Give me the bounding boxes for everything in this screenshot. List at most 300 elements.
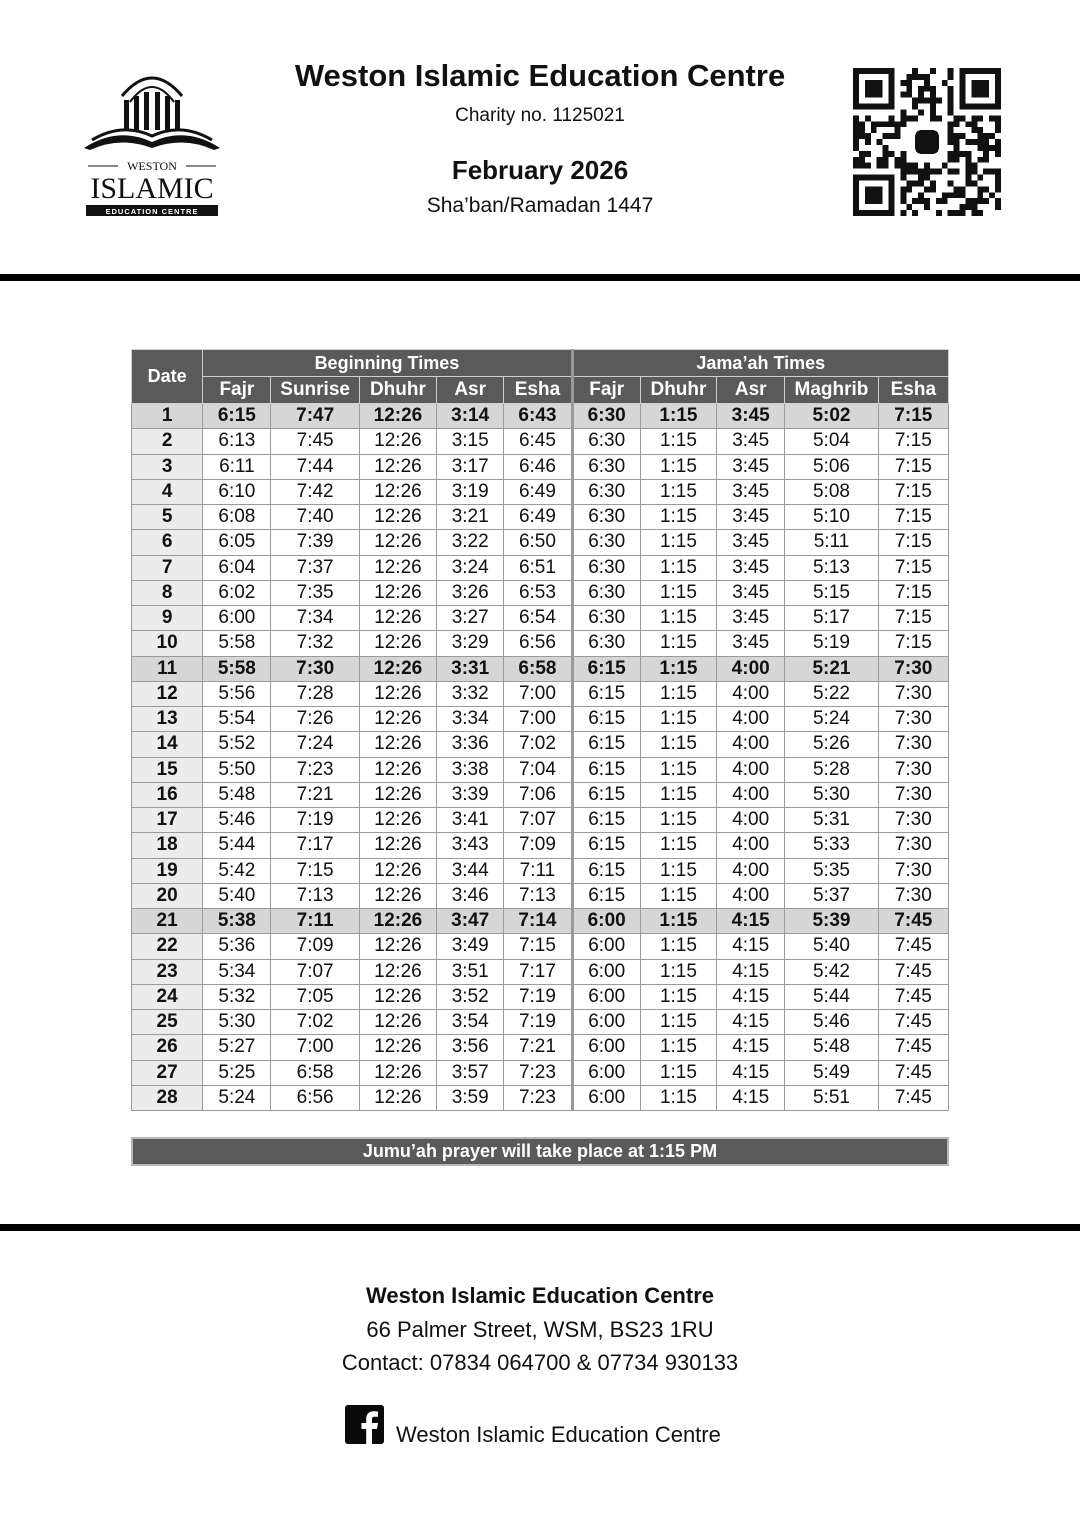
time-cell: 6:00 xyxy=(572,909,640,934)
time-cell: 3:43 xyxy=(437,833,504,858)
qr-center-icon xyxy=(915,130,939,154)
column-header: Esha xyxy=(504,377,572,404)
centre-logo xyxy=(78,66,226,218)
table-row xyxy=(132,707,949,732)
time-cell: 7:30 xyxy=(878,808,948,833)
time-cell: 5:58 xyxy=(203,631,271,656)
time-cell: 6:30 xyxy=(572,530,640,555)
time-cell: 7:11 xyxy=(504,858,572,883)
time-cell: 12:26 xyxy=(359,681,436,706)
table-row xyxy=(132,656,949,681)
time-cell: 7:30 xyxy=(878,833,948,858)
time-cell: 7:05 xyxy=(271,984,359,1009)
time-cell: 7:15 xyxy=(878,454,948,479)
time-cell: 7:15 xyxy=(878,479,948,504)
time-cell: 5:30 xyxy=(203,1010,271,1035)
table-row xyxy=(132,631,949,656)
hijri-month: Sha’ban/Ramadan 1447 xyxy=(426,194,654,217)
time-cell: 1:15 xyxy=(640,505,716,530)
time-cell: 6:30 xyxy=(572,454,640,479)
date-cell: 14 xyxy=(132,732,203,757)
time-cell: 5:31 xyxy=(785,808,878,833)
time-cell: 1:15 xyxy=(640,530,716,555)
time-cell: 5:08 xyxy=(785,479,878,504)
time-cell: 6:02 xyxy=(203,580,271,605)
table-row xyxy=(132,479,949,504)
time-cell: 3:17 xyxy=(437,454,504,479)
time-cell: 7:30 xyxy=(878,858,948,883)
time-cell: 7:45 xyxy=(878,909,948,934)
prayer-timetable xyxy=(131,349,949,1111)
date-cell: 2 xyxy=(132,429,203,454)
time-cell: 6:15 xyxy=(203,404,271,429)
time-cell: 5:02 xyxy=(785,404,878,429)
time-cell: 6:00 xyxy=(572,984,640,1009)
time-cell: 7:34 xyxy=(271,606,359,631)
logo-main-word: ISLAMIC xyxy=(90,172,214,205)
time-cell: 7:17 xyxy=(271,833,359,858)
time-cell: 1:15 xyxy=(640,1060,716,1085)
column-header: Asr xyxy=(437,377,504,404)
time-cell: 1:15 xyxy=(640,984,716,1009)
time-cell: 3:45 xyxy=(717,555,785,580)
time-cell: 3:45 xyxy=(717,404,785,429)
time-cell: 7:19 xyxy=(271,808,359,833)
time-cell: 5:54 xyxy=(203,707,271,732)
time-cell: 6:15 xyxy=(572,782,640,807)
time-cell: 6:00 xyxy=(572,1060,640,1085)
time-cell: 6:50 xyxy=(504,530,572,555)
time-cell: 3:26 xyxy=(437,580,504,605)
time-cell: 5:48 xyxy=(785,1035,878,1060)
time-cell: 5:52 xyxy=(203,732,271,757)
time-cell: 4:15 xyxy=(717,959,785,984)
time-cell: 6:15 xyxy=(572,732,640,757)
time-cell: 7:17 xyxy=(504,959,572,984)
time-cell: 5:46 xyxy=(785,1010,878,1035)
time-cell: 6:15 xyxy=(572,833,640,858)
time-cell: 12:26 xyxy=(359,1060,436,1085)
time-cell: 6:15 xyxy=(572,883,640,908)
time-cell: 5:50 xyxy=(203,757,271,782)
time-cell: 7:21 xyxy=(271,782,359,807)
time-cell: 7:15 xyxy=(878,530,948,555)
time-cell: 3:39 xyxy=(437,782,504,807)
time-cell: 7:30 xyxy=(878,782,948,807)
time-cell: 5:34 xyxy=(203,959,271,984)
time-cell: 5:19 xyxy=(785,631,878,656)
time-cell: 3:19 xyxy=(437,479,504,504)
time-cell: 7:39 xyxy=(271,530,359,555)
time-cell: 7:23 xyxy=(504,1060,572,1085)
time-cell: 7:45 xyxy=(271,429,359,454)
time-cell: 5:39 xyxy=(785,909,878,934)
time-cell: 6:54 xyxy=(504,606,572,631)
time-cell: 4:00 xyxy=(717,883,785,908)
date-cell: 25 xyxy=(132,1010,203,1035)
time-cell: 3:22 xyxy=(437,530,504,555)
time-cell: 6:30 xyxy=(572,505,640,530)
time-cell: 7:30 xyxy=(271,656,359,681)
time-cell: 7:45 xyxy=(878,934,948,959)
time-cell: 12:26 xyxy=(359,984,436,1009)
time-cell: 5:22 xyxy=(785,681,878,706)
facebook-page-name[interactable]: Weston Islamic Education Centre xyxy=(396,1422,721,1447)
time-cell: 1:15 xyxy=(640,454,716,479)
time-cell: 12:26 xyxy=(359,631,436,656)
time-cell: 7:21 xyxy=(504,1035,572,1060)
time-cell: 7:28 xyxy=(271,681,359,706)
time-cell: 3:54 xyxy=(437,1010,504,1035)
column-header: Sunrise xyxy=(271,377,359,404)
time-cell: 7:15 xyxy=(878,606,948,631)
time-cell: 7:00 xyxy=(504,707,572,732)
footer-centre-name: Weston Islamic Education Centre xyxy=(365,1283,714,1308)
time-cell: 12:26 xyxy=(359,833,436,858)
time-cell: 7:47 xyxy=(271,404,359,429)
date-cell: 16 xyxy=(132,782,203,807)
time-cell: 3:44 xyxy=(437,858,504,883)
time-cell: 6:00 xyxy=(572,934,640,959)
facebook-icon[interactable] xyxy=(345,1405,384,1444)
time-cell: 1:15 xyxy=(640,883,716,908)
table-row xyxy=(132,959,949,984)
table-row xyxy=(132,858,949,883)
time-cell: 5:17 xyxy=(785,606,878,631)
time-cell: 4:00 xyxy=(717,732,785,757)
time-cell: 1:15 xyxy=(640,1010,716,1035)
time-cell: 5:38 xyxy=(203,909,271,934)
time-cell: 12:26 xyxy=(359,732,436,757)
footer-divider xyxy=(0,1224,1080,1231)
time-cell: 5:32 xyxy=(203,984,271,1009)
time-cell: 5:21 xyxy=(785,656,878,681)
date-cell: 13 xyxy=(132,707,203,732)
time-cell: 7:00 xyxy=(271,1035,359,1060)
time-cell: 7:35 xyxy=(271,580,359,605)
time-cell: 7:30 xyxy=(878,656,948,681)
time-cell: 7:15 xyxy=(271,858,359,883)
time-cell: 7:19 xyxy=(504,984,572,1009)
time-cell: 4:00 xyxy=(717,757,785,782)
time-cell: 12:26 xyxy=(359,909,436,934)
date-cell: 9 xyxy=(132,606,203,631)
time-cell: 5:51 xyxy=(785,1085,878,1110)
time-cell: 5:25 xyxy=(203,1060,271,1085)
time-cell: 7:44 xyxy=(271,454,359,479)
date-cell: 15 xyxy=(132,757,203,782)
time-cell: 6:15 xyxy=(572,858,640,883)
time-cell: 7:14 xyxy=(504,909,572,934)
time-cell: 7:15 xyxy=(878,404,948,429)
time-cell: 5:33 xyxy=(785,833,878,858)
time-cell: 3:45 xyxy=(717,580,785,605)
time-cell: 6:15 xyxy=(572,757,640,782)
time-cell: 1:15 xyxy=(640,606,716,631)
table-row xyxy=(132,404,949,429)
date-cell: 28 xyxy=(132,1085,203,1110)
table-row xyxy=(132,1010,949,1035)
time-cell: 7:06 xyxy=(504,782,572,807)
table-row xyxy=(132,782,949,807)
time-cell: 6:58 xyxy=(271,1060,359,1085)
time-cell: 6:58 xyxy=(504,656,572,681)
time-cell: 7:09 xyxy=(504,833,572,858)
time-cell: 12:26 xyxy=(359,429,436,454)
time-cell: 3:32 xyxy=(437,681,504,706)
time-cell: 5:40 xyxy=(203,883,271,908)
time-cell: 7:37 xyxy=(271,555,359,580)
table-row xyxy=(132,505,949,530)
time-cell: 6:15 xyxy=(572,656,640,681)
beginning-times-header: Beginning Times xyxy=(203,350,572,377)
time-cell: 4:00 xyxy=(717,681,785,706)
column-header: Dhuhr xyxy=(640,377,716,404)
time-cell: 5:27 xyxy=(203,1035,271,1060)
time-cell: 6:00 xyxy=(572,1035,640,1060)
time-cell: 4:15 xyxy=(717,1035,785,1060)
date-cell: 7 xyxy=(132,555,203,580)
time-cell: 3:59 xyxy=(437,1085,504,1110)
date-cell: 5 xyxy=(132,505,203,530)
date-cell: 8 xyxy=(132,580,203,605)
page-title: Weston Islamic Education Centre xyxy=(294,58,786,93)
time-cell: 7:02 xyxy=(504,732,572,757)
time-cell: 3:52 xyxy=(437,984,504,1009)
time-cell: 7:07 xyxy=(271,959,359,984)
logo-top-line: WESTON xyxy=(127,159,177,173)
time-cell: 1:15 xyxy=(640,631,716,656)
time-cell: 1:15 xyxy=(640,959,716,984)
header-divider xyxy=(0,274,1080,281)
time-cell: 7:24 xyxy=(271,732,359,757)
time-cell: 5:58 xyxy=(203,656,271,681)
table-row xyxy=(132,530,949,555)
time-cell: 12:26 xyxy=(359,505,436,530)
time-cell: 5:06 xyxy=(785,454,878,479)
time-cell: 7:45 xyxy=(878,959,948,984)
time-cell: 6:49 xyxy=(504,505,572,530)
table-row xyxy=(132,606,949,631)
time-cell: 4:15 xyxy=(717,984,785,1009)
qr-code[interactable] xyxy=(852,68,1002,216)
time-cell: 4:00 xyxy=(717,782,785,807)
date-cell: 10 xyxy=(132,631,203,656)
table-row xyxy=(132,808,949,833)
time-cell: 5:42 xyxy=(203,858,271,883)
time-cell: 7:23 xyxy=(271,757,359,782)
time-cell: 12:26 xyxy=(359,1035,436,1060)
table-row xyxy=(132,833,949,858)
date-cell: 22 xyxy=(132,934,203,959)
date-cell: 4 xyxy=(132,479,203,504)
time-cell: 5:36 xyxy=(203,934,271,959)
time-cell: 7:45 xyxy=(878,984,948,1009)
column-header: Fajr xyxy=(572,377,640,404)
time-cell: 7:15 xyxy=(878,555,948,580)
time-cell: 1:15 xyxy=(640,555,716,580)
time-cell: 7:30 xyxy=(878,757,948,782)
time-cell: 7:30 xyxy=(878,681,948,706)
time-cell: 12:26 xyxy=(359,1085,436,1110)
time-cell: 6:45 xyxy=(504,429,572,454)
date-cell: 19 xyxy=(132,858,203,883)
time-cell: 6:00 xyxy=(572,959,640,984)
time-cell: 5:44 xyxy=(203,833,271,858)
time-cell: 6:05 xyxy=(203,530,271,555)
time-cell: 5:37 xyxy=(785,883,878,908)
time-cell: 7:15 xyxy=(878,580,948,605)
time-cell: 6:30 xyxy=(572,479,640,504)
time-cell: 6:43 xyxy=(504,404,572,429)
table-row xyxy=(132,934,949,959)
table-row xyxy=(132,555,949,580)
time-cell: 6:30 xyxy=(572,404,640,429)
table-row xyxy=(132,909,949,934)
time-cell: 7:07 xyxy=(504,808,572,833)
jamaah-times-header: Jama’ah Times xyxy=(572,350,948,377)
column-header: Fajr xyxy=(203,377,271,404)
time-cell: 5:48 xyxy=(203,782,271,807)
time-cell: 1:15 xyxy=(640,858,716,883)
column-header: Dhuhr xyxy=(359,377,436,404)
table-row xyxy=(132,984,949,1009)
time-cell: 7:11 xyxy=(271,909,359,934)
time-cell: 12:26 xyxy=(359,479,436,504)
time-cell: 5:46 xyxy=(203,808,271,833)
table-row xyxy=(132,1035,949,1060)
time-cell: 6:04 xyxy=(203,555,271,580)
date-cell: 18 xyxy=(132,833,203,858)
date-cell: 6 xyxy=(132,530,203,555)
date-cell: 26 xyxy=(132,1035,203,1060)
time-cell: 5:24 xyxy=(785,707,878,732)
time-cell: 7:45 xyxy=(878,1010,948,1035)
time-cell: 3:14 xyxy=(437,404,504,429)
time-cell: 12:26 xyxy=(359,808,436,833)
time-cell: 4:00 xyxy=(717,833,785,858)
time-cell: 7:30 xyxy=(878,883,948,908)
time-cell: 3:45 xyxy=(717,606,785,631)
time-cell: 7:40 xyxy=(271,505,359,530)
time-cell: 6:30 xyxy=(572,429,640,454)
time-cell: 1:15 xyxy=(640,909,716,934)
time-cell: 12:26 xyxy=(359,656,436,681)
time-cell: 6:15 xyxy=(572,808,640,833)
table-row xyxy=(132,454,949,479)
time-cell: 6:15 xyxy=(572,681,640,706)
time-cell: 6:30 xyxy=(572,631,640,656)
time-cell: 1:15 xyxy=(640,833,716,858)
time-cell: 3:36 xyxy=(437,732,504,757)
time-cell: 5:28 xyxy=(785,757,878,782)
date-cell: 11 xyxy=(132,656,203,681)
time-cell: 7:45 xyxy=(878,1085,948,1110)
time-cell: 1:15 xyxy=(640,681,716,706)
time-cell: 7:13 xyxy=(504,883,572,908)
time-cell: 7:15 xyxy=(878,631,948,656)
time-cell: 3:47 xyxy=(437,909,504,934)
table-row xyxy=(132,1060,949,1085)
date-cell: 17 xyxy=(132,808,203,833)
table-row xyxy=(132,883,949,908)
time-cell: 3:57 xyxy=(437,1060,504,1085)
time-cell: 3:27 xyxy=(437,606,504,631)
time-cell: 7:13 xyxy=(271,883,359,908)
time-cell: 6:46 xyxy=(504,454,572,479)
time-cell: 3:45 xyxy=(717,505,785,530)
time-cell: 12:26 xyxy=(359,580,436,605)
time-cell: 5:30 xyxy=(785,782,878,807)
footer-contact: Contact: 07834 064700 & 07734 930133 xyxy=(341,1350,739,1375)
time-cell: 7:32 xyxy=(271,631,359,656)
time-cell: 4:00 xyxy=(717,808,785,833)
date-column-header: Date xyxy=(132,350,203,404)
date-cell: 20 xyxy=(132,883,203,908)
footer-address: 66 Palmer Street, WSM, BS23 1RU xyxy=(366,1317,714,1342)
time-cell: 7:45 xyxy=(878,1060,948,1085)
time-cell: 12:26 xyxy=(359,707,436,732)
time-cell: 7:30 xyxy=(878,732,948,757)
column-header: Asr xyxy=(717,377,785,404)
time-cell: 5:24 xyxy=(203,1085,271,1110)
time-cell: 3:15 xyxy=(437,429,504,454)
jumuah-note: Jumu’ah prayer will take place at 1:15 PM xyxy=(131,1137,949,1166)
time-cell: 12:26 xyxy=(359,606,436,631)
time-cell: 6:53 xyxy=(504,580,572,605)
time-cell: 5:35 xyxy=(785,858,878,883)
time-cell: 6:30 xyxy=(572,606,640,631)
time-cell: 5:04 xyxy=(785,429,878,454)
time-cell: 7:15 xyxy=(878,429,948,454)
time-cell: 3:49 xyxy=(437,934,504,959)
time-cell: 6:30 xyxy=(572,555,640,580)
time-cell: 5:26 xyxy=(785,732,878,757)
time-cell: 6:51 xyxy=(504,555,572,580)
time-cell: 6:56 xyxy=(271,1085,359,1110)
time-cell: 3:45 xyxy=(717,454,785,479)
time-cell: 3:24 xyxy=(437,555,504,580)
time-cell: 7:00 xyxy=(504,681,572,706)
time-cell: 3:51 xyxy=(437,959,504,984)
time-cell: 6:30 xyxy=(572,580,640,605)
date-cell: 27 xyxy=(132,1060,203,1085)
time-cell: 6:00 xyxy=(572,1085,640,1110)
time-cell: 6:15 xyxy=(572,707,640,732)
time-cell: 3:38 xyxy=(437,757,504,782)
time-cell: 3:45 xyxy=(717,479,785,504)
timetable-body xyxy=(132,404,949,1111)
time-cell: 3:41 xyxy=(437,808,504,833)
time-cell: 1:15 xyxy=(640,429,716,454)
time-cell: 6:08 xyxy=(203,505,271,530)
time-cell: 5:40 xyxy=(785,934,878,959)
time-cell: 7:42 xyxy=(271,479,359,504)
table-row xyxy=(132,429,949,454)
time-cell: 5:13 xyxy=(785,555,878,580)
time-cell: 1:15 xyxy=(640,1085,716,1110)
time-cell: 1:15 xyxy=(640,479,716,504)
time-cell: 5:49 xyxy=(785,1060,878,1085)
time-cell: 4:00 xyxy=(717,656,785,681)
time-cell: 12:26 xyxy=(359,858,436,883)
table-row xyxy=(132,757,949,782)
time-cell: 7:19 xyxy=(504,1010,572,1035)
time-cell: 1:15 xyxy=(640,656,716,681)
time-cell: 7:26 xyxy=(271,707,359,732)
time-cell: 1:15 xyxy=(640,757,716,782)
time-cell: 6:00 xyxy=(572,1010,640,1035)
